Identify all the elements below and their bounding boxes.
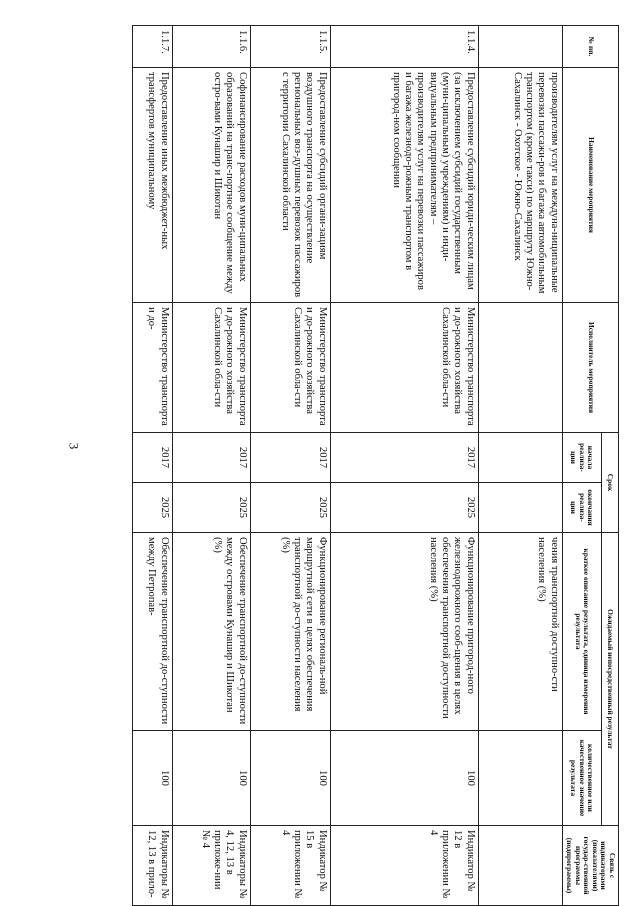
row-link: Индикаторы № 4, 12, 13 в приложе-нии № 4 [172, 826, 250, 906]
row-start: 2017 [250, 433, 330, 483]
row-desc: Функционирование региональ-ной маршрутной сети в целях обеспечения транспортной до-ступности населения (%) [250, 533, 330, 731]
row-name: производителям услуг на междуна-ниципальные перевозки пассажи-ров и багажа автомобильным транспортом (кроме такси) по маршруту Южно-Сахалинск - Охотское - Южно-Сахалинск [478, 68, 562, 303]
row-num: 1.1.7. [132, 26, 172, 68]
row-value: 100 [172, 731, 250, 826]
row-desc: Обеспечение транспортной до-ступности между островами Кунашир и Шикотан (%) [172, 533, 250, 731]
row-end: 2025 [330, 483, 478, 533]
row-value [478, 731, 562, 826]
row-name: Софинансирование расходов муни-ципальных образований на транс-портное сообщение между остро-вами Кунашир и Шикотан [172, 68, 250, 303]
row-end: 2025 [172, 483, 250, 533]
header-result: Ожидаемый непосредственный результат [601, 533, 618, 826]
row-name: Предоставление субсидий органи-зациям воздушного транспорта на осуществление региональных воз-душных перевозок пассажиров с территории Сахалинской области [250, 68, 330, 303]
row-start: 2017 [330, 433, 478, 483]
row-executor: Министерство транспорта и до-рожного хозяйства Сахалинской обла-сти [172, 303, 250, 433]
header-name: Наименование мероприятия [562, 68, 618, 303]
rotated-page [100, 25, 619, 905]
page-number: 3 [66, 442, 82, 450]
row-link: Индикатор № 12 в приложении № 4 [330, 826, 478, 906]
row-start: 2017 [132, 433, 172, 483]
header-term-start: начала реализа-ции [562, 433, 601, 483]
table-row [478, 26, 562, 906]
row-executor: Министерство транспорта и до-рожного хозяйства Сахалинской обла-сти [250, 303, 330, 433]
row-desc: Функционирование пригород-ного железнодорожного сооб-щения в целях обеспечения транспортной доступности населения (%) [330, 533, 478, 731]
table-row [250, 26, 330, 906]
row-desc: Обеспечение транспортной до-ступности между Петропав- [132, 533, 172, 731]
row-start [478, 433, 562, 483]
row-name: Предоставление иных межбюджет-ных трансфертов муниципальному [132, 68, 172, 303]
row-num: 1.1.5. [250, 26, 330, 68]
row-link: Индикаторы № 12, 13 в прило- [132, 826, 172, 906]
row-end: 2025 [250, 483, 330, 533]
row-link [478, 826, 562, 906]
measures-table [132, 25, 619, 906]
row-desc: чения транспортной доступно-сти населения (%) [478, 533, 562, 731]
row-end [478, 483, 562, 533]
header-result-desc: краткое описание результата, единица измерения результата [562, 533, 601, 731]
row-name: Предоставление субсидий юриди-ческим лицам (за исключением субсидий государственным (муни-ципальным) учреждениям) и инди-видуальным предпринимателям – производителям услуг на перевозки пассажиров и багажа железнодо-рожным транспортом в пригород-ном сообщении [330, 68, 478, 303]
row-num: 1.1.4. [330, 26, 478, 68]
header-link: Связь с индикаторами (показателями) государ-ственной программы (подпрограммы) [562, 826, 618, 906]
row-value: 100 [132, 731, 172, 826]
header-num: № пп. [562, 26, 618, 68]
table-row [172, 26, 250, 906]
row-link: Индикатор № 15 в приложении № 4 [250, 826, 330, 906]
row-executor: Министерство транспорта и до- [132, 303, 172, 433]
header-executor: Исполнитель мероприятия [562, 303, 618, 433]
row-num: 1.1.6. [172, 26, 250, 68]
header-term: Срок [601, 433, 618, 533]
row-start: 2017 [172, 433, 250, 483]
row-value: 100 [330, 731, 478, 826]
row-executor: Министерство транспорта и до-рожного хозяйства Сахалинской обла-сти [330, 303, 478, 433]
table-row [132, 26, 172, 906]
row-value: 100 [250, 731, 330, 826]
table-row [330, 26, 478, 906]
row-end: 2025 [132, 483, 172, 533]
header-result-value: количественное или качественное значение результата [562, 731, 601, 826]
row-num [478, 26, 562, 68]
row-executor [478, 303, 562, 433]
header-term-end: окончания реализа-ции [562, 483, 601, 533]
